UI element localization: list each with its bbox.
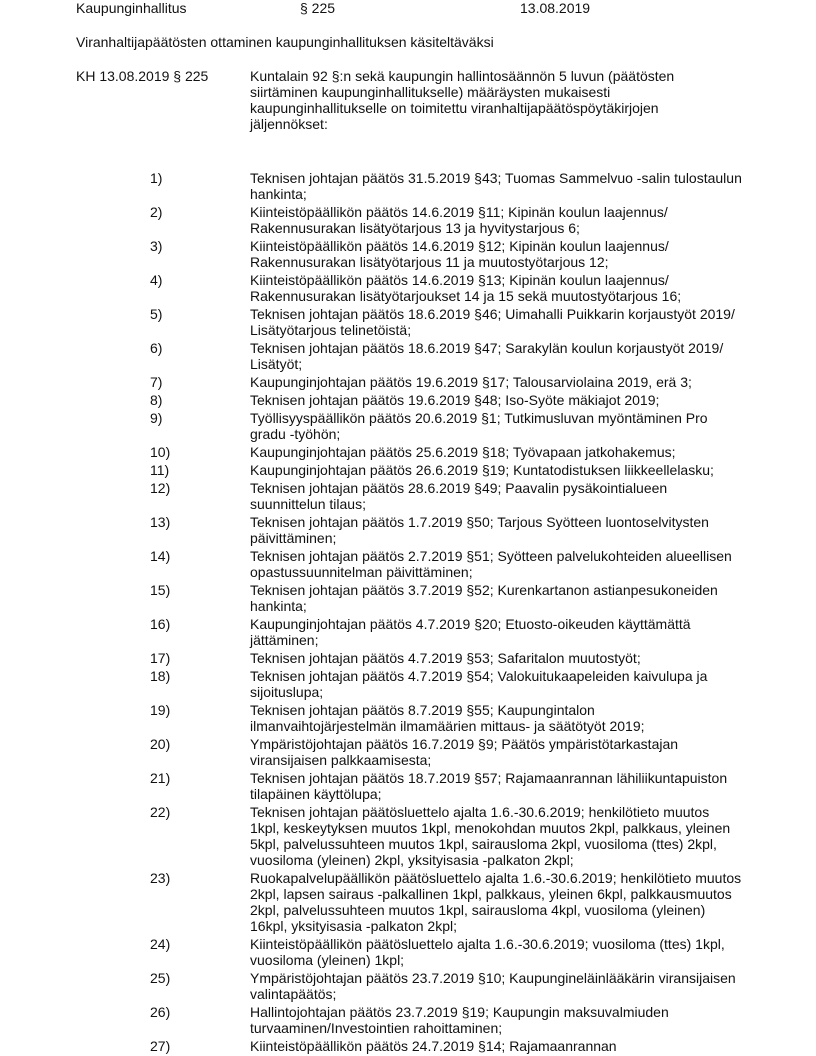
list-item-number: 8)	[150, 392, 163, 408]
list-item-number: 1)	[150, 170, 163, 186]
list-item	[0, 582, 816, 614]
header-body: Kaupunginhallitus	[76, 0, 187, 16]
list-item-text: Ympäristöjohtajan päätös 23.7.2019 §10; Kaupungineläinlääkärin viransijaisen valintapäätös;	[250, 970, 736, 1002]
list-item-number: 21)	[150, 770, 171, 786]
list-item-text: Kaupunginjohtajan päätös 25.6.2019 §18; Työvapaan jatkohakemus;	[250, 444, 676, 460]
list-item-text: Ympäristöjohtajan päätös 16.7.2019 §9; Päätös ympäristötarkastajan viransijaisen palkkaamisesta;	[250, 736, 679, 768]
list-item-number: 25)	[150, 970, 171, 986]
list-item-number: 9)	[150, 410, 163, 426]
list-item-number: 16)	[150, 616, 171, 632]
list-item	[0, 514, 816, 546]
list-item-text: Kiinteistöpäällikön päätös 14.6.2019 §11; Kipinän koulun laajennus/ Rakennusurakan lisätyötarjous 13 ja hyvitystarjous 6;	[250, 204, 668, 236]
list-item	[0, 1004, 816, 1036]
list-item	[0, 736, 816, 768]
list-item-number: 12)	[150, 480, 171, 496]
list-item-number: 20)	[150, 736, 171, 752]
list-item	[0, 870, 816, 934]
list-item-number: 23)	[150, 870, 171, 886]
list-item	[0, 702, 816, 734]
list-item	[0, 616, 816, 648]
list-item	[0, 170, 816, 202]
list-item-text: Teknisen johtajan päätösluettelo ajalta 1.6.-30.6.2019; henkilötieto muutos 1kpl, keskeytyksen muutos 1kpl, menokohdan muutos 2kpl, palkkaus, yleinen 5kpl, palvelussuhteen muutos 1kpl, sairausloma 2kpl, vuosiloma (ttes) 2kpl, vuosiloma (yleinen) 2kpl, yksityisasia -palkaton 2kpl;	[250, 804, 731, 868]
list-item-text: Kaupunginjohtajan päätös 4.7.2019 §20; Etuosto-oikeuden käyttämättä jättäminen;	[250, 616, 691, 648]
list-item-number: 14)	[150, 548, 171, 564]
list-item-number: 27)	[150, 1038, 171, 1054]
list-item	[0, 668, 816, 700]
list-item-text: Teknisen johtajan päätös 8.7.2019 §55; Kaupungintalon ilmanvaihtojärjestelmän ilmamäärien mittaus- ja säätötyöt 2019;	[250, 702, 645, 734]
list-item	[0, 804, 816, 868]
list-item-text: Hallintojohtajan päätös 23.7.2019 §19; Kaupungin maksuvalmiuden turvaaminen/Investointien rahoittaminen;	[250, 1004, 669, 1036]
list-item-number: 5)	[150, 306, 163, 322]
list-item	[0, 548, 816, 580]
list-item-text: Teknisen johtajan päätös 31.5.2019 §43; Tuomas Sammelvuo -salin tulostaulun hankinta;	[250, 170, 742, 202]
list-item-text: Teknisen johtajan päätös 3.7.2019 §52; Kurenkartanon astianpesukoneiden hankinta;	[250, 582, 718, 614]
list-item	[0, 1038, 816, 1054]
list-item-text: Kaupunginjohtajan päätös 19.6.2019 §17; Talousarviolaina 2019, erä 3;	[250, 374, 692, 390]
list-item	[0, 340, 816, 372]
list-item	[0, 272, 816, 304]
list-item-number: 2)	[150, 204, 163, 220]
list-item	[0, 480, 816, 512]
list-item	[0, 650, 816, 666]
list-item-number: 15)	[150, 582, 171, 598]
list-item-text: Teknisen johtajan päätös 4.7.2019 §54; Valokuitukaapeleiden kaivulupa ja sijoituslupa;	[250, 668, 708, 700]
list-item	[0, 444, 816, 460]
list-item-number: 11)	[150, 462, 170, 478]
list-item-number: 10)	[150, 444, 171, 460]
list-item-text: Ruokapalvelupäällikön päätösluettelo ajalta 1.6.-30.6.2019; henkilötieto muutos 2kpl, lapsen sairaus -palkallinen 1kpl, palkkaus, yleinen 6kpl, palkkausmuutos 2kpl, palvelussuhteen muutos 1kpl, sairausloma 4kpl, vuosiloma (yleinen) 16kpl, yksityisasia -palkaton 2kpl;	[250, 870, 742, 934]
list-item-text: Kaupunginjohtajan päätös 26.6.2019 §19; Kuntatodistuksen liikkeellelasku;	[250, 462, 714, 478]
list-item-text: Teknisen johtajan päätös 28.6.2019 §49; Paavalin pysäkointialueen suunnittelun tilaus;	[250, 480, 668, 512]
header-section: § 225	[300, 0, 336, 16]
list-item-number: 24)	[150, 936, 171, 952]
list-item-number: 3)	[150, 238, 163, 254]
list-item-text: Kiinteistöpäällikön päätös 14.6.2019 §12; Kipinän koulun laajennus/ Rakennusurakan lisätyötarjous 11 ja muutostyötarjous 12;	[250, 238, 669, 270]
list-item-number: 6)	[150, 340, 163, 356]
list-item-text: Teknisen johtajan päätös 19.6.2019 §48; Iso-Syöte mäkiajot 2019;	[250, 392, 660, 408]
intro-paragraph: Kuntalain 92 §:n sekä kaupungin hallintosäännön 5 luvun (päätösten siirtäminen kaupunginhallitukselle) määräysten mukaisesti kaupunginhallitukselle on toimitettu viranhaltijapäätöspöytäkirjojen jäljennökset:	[250, 68, 675, 132]
list-item	[0, 770, 816, 802]
list-item	[0, 204, 816, 236]
list-item	[0, 936, 816, 968]
list-item	[0, 374, 816, 390]
document-title: Viranhaltijapäätösten ottaminen kaupunginhallituksen käsiteltäväksi	[76, 34, 494, 50]
list-item-text: Teknisen johtajan päätös 4.7.2019 §53; Safaritalon muutostyöt;	[250, 650, 641, 666]
list-item-text: Teknisen johtajan päätös 18.7.2019 §57; Rajamaanrannan lähiliikuntapuiston tilapäinen käyttölupa;	[250, 770, 728, 802]
list-item-text: Teknisen johtajan päätös 18.6.2019 §46; Uimahalli Puikkarin korjaustyöt 2019/ Lisätyötarjous telinetöistä;	[250, 306, 735, 338]
list-item-text: Teknisen johtajan päätös 1.7.2019 §50; Tarjous Syötteen luontoselvitysten päivittäminen;	[250, 514, 709, 546]
list-item	[0, 392, 816, 408]
list-item-text: Kiinteistöpäällikön päätös 24.7.2019 §14; Rajamaanrannan	[250, 1038, 617, 1054]
list-item-number: 19)	[150, 702, 171, 718]
list-item-number: 18)	[150, 668, 171, 684]
list-item-text: Kiinteistöpäällikön päätös 14.6.2019 §13; Kipinän koulun laajennus/ Rakennusurakan lisätyötarjoukset 14 ja 15 sekä muutostyötarjous 16;	[250, 272, 682, 304]
list-item-text: Teknisen johtajan päätös 2.7.2019 §51; Syötteen palvelukohteiden alueellisen opastussuunnitelman päivittäminen;	[250, 548, 732, 580]
list-item	[0, 410, 816, 442]
list-item	[0, 238, 816, 270]
list-item	[0, 970, 816, 1002]
list-item-text: Työllisyyspäällikön päätös 20.6.2019 §1; Tutkimusluvan myöntäminen Pro gradu -työhön;	[250, 410, 708, 442]
list-item-number: 7)	[150, 374, 163, 390]
list-item-number: 26)	[150, 1004, 171, 1020]
list-item-number: 13)	[150, 514, 171, 530]
list-item	[0, 462, 816, 478]
header-date: 13.08.2019	[520, 0, 591, 16]
list-item-text: Kiinteistöpäällikön päätösluettelo ajalta 1.6.-30.6.2019; vuosiloma (ttes) 1kpl, vuosiloma (yleinen) 1kpl;	[250, 936, 725, 968]
list-item	[0, 306, 816, 338]
decision-list	[0, 170, 816, 1056]
list-item-number: 22)	[150, 804, 171, 820]
list-item-number: 4)	[150, 272, 163, 288]
list-item-number: 17)	[150, 650, 171, 666]
list-item-text: Teknisen johtajan päätös 18.6.2019 §47; Sarakylän koulun korjaustyöt 2019/ Lisätyöt;	[250, 340, 724, 372]
meeting-reference: KH 13.08.2019 § 225	[76, 68, 209, 84]
